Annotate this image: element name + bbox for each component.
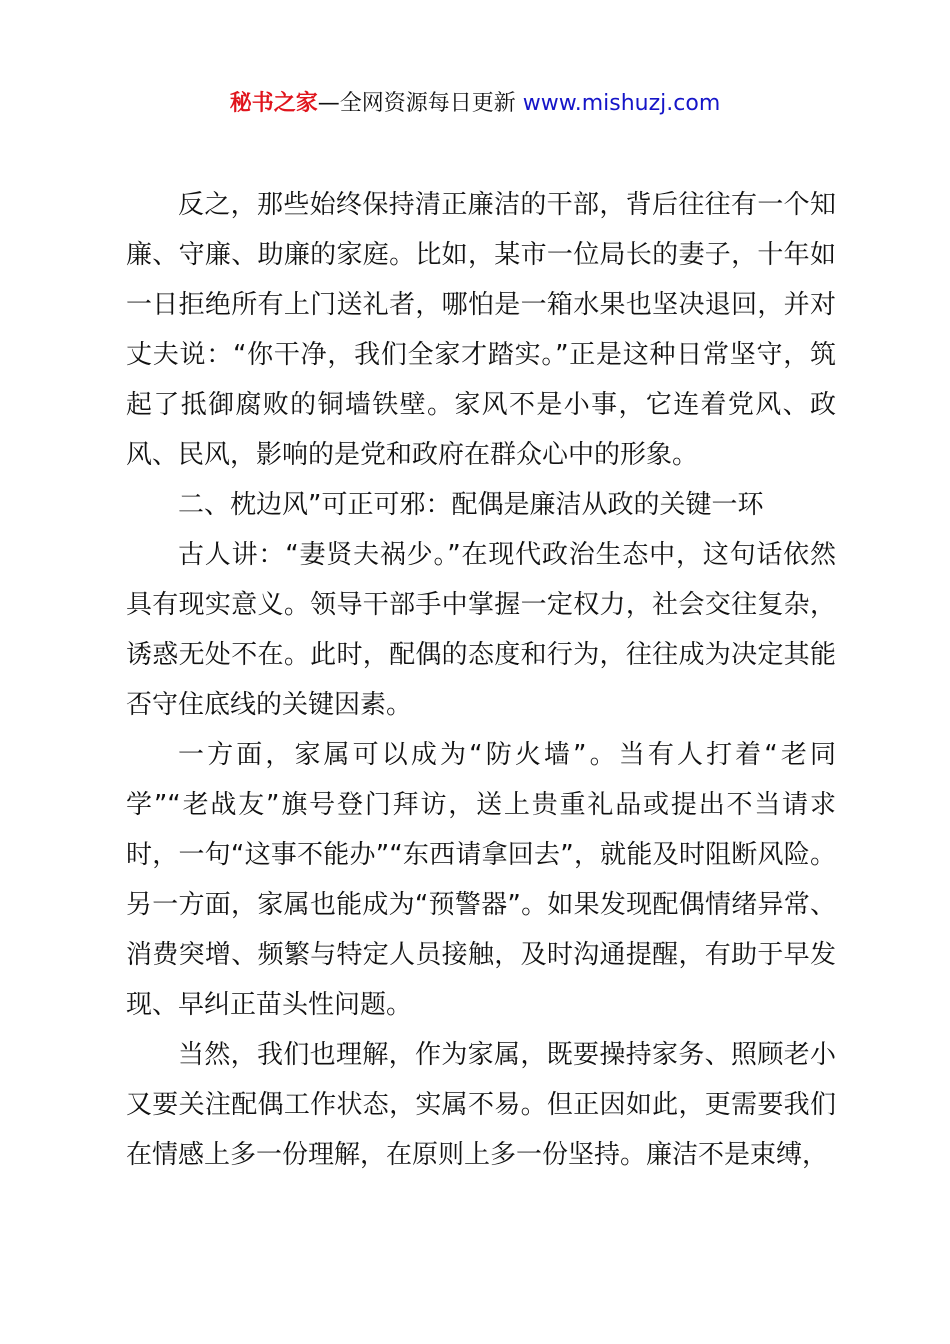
paragraph: 当然，我们也理解，作为家属，既要操持家务、照顾老小又要关注配偶工作状态，实属不易。但正因如此，更需要我们在情感上多一份理解，在原则上多一份坚持。廉洁不是束缚， [126, 1040, 836, 1170]
article-body [126, 180, 836, 1180]
site-header [0, 86, 950, 122]
site-url-link[interactable]: www.mishuzj.com [522, 91, 721, 116]
brand-name: 秘书之家 [229, 91, 318, 116]
header-slogan: —全网资源每日更新 [317, 91, 516, 116]
paragraph: 古人讲：“妻贤夫祸少。”在现代政治生态中，这句话依然具有现实意义。领导干部手中掌握一定权力，社会交往复杂，诱惑无处不在。此时，配偶的态度和行为，往往成为决定其能否守住底线的关键因素。 [126, 540, 836, 720]
paragraph: 一方面，家属可以成为“防火墙”。当有人打着“老同学”“老战友”旗号登门拜访，送上贵重礼品或提出不当请求时，一句“这事不能办”“东西请拿回去”，就能及时阻断风险。另一方面，家属也能成为“预警器”。如果发现配偶情绪异常、消费突增、频繁与特定人员接触，及时沟通提醒，有助于早发现、早纠正苗头性问题。 [126, 740, 836, 1020]
section-heading: 二、枕边风”可正可邪：配偶是廉洁从政的关键一环 [178, 490, 764, 520]
paragraph: 反之，那些始终保持清正廉洁的干部，背后往往有一个知廉、守廉、助廉的家庭。比如，某市一位局长的妻子，十年如一日拒绝所有上门送礼者，哪怕是一箱水果也坚决退回，并对丈夫说：“你干净，我们全家才踏实。”正是这种日常坚守，筑起了抵御腐败的铜墙铁壁。家风不是小事，它连着党风、政风、民风，影响的是党和政府在群众心中的形象。 [126, 190, 836, 470]
